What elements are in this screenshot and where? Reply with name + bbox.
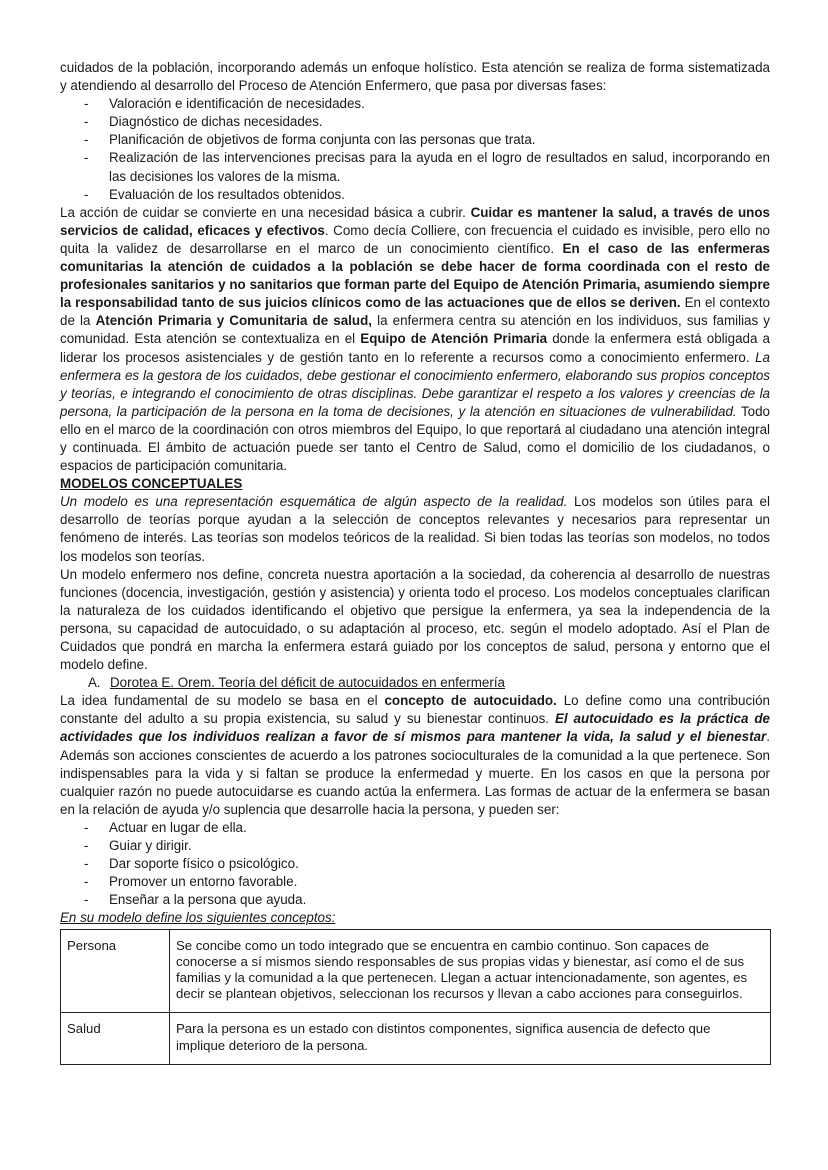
list-item: - Evaluación de los resultados obtenidos.	[60, 186, 770, 204]
table-row	[61, 929, 771, 1013]
italic-text: Un modelo es una representación esquemática de algún aspecto de la realidad.	[60, 494, 568, 510]
section-heading-modelos-conceptuales: MODELOS CONCEPTUALES	[60, 476, 243, 492]
concept-term: Salud	[61, 1013, 170, 1064]
text-run: donde la enfermera está obligada a liderar los procesos asistenciales y de gestión tanto en lo referente a recursos como a conocimiento enfermero.	[60, 331, 771, 365]
text-run: La acción de cuidar se convierte en una necesidad básica a cubrir.	[60, 204, 471, 220]
list-item: - Realización de las intervenciones precisas para la ayuda en el logro de resultados en salud, incorporando en las decisiones los valores de la misma.	[60, 149, 770, 185]
text-run: Lo define como una contribución constante del adulto a su propia existencia, su salud y su bienestar continuos.	[60, 693, 771, 727]
list-item: - Enseñar a la persona que ayuda.	[60, 891, 770, 909]
table-row	[61, 1013, 771, 1064]
concepts-table	[60, 929, 771, 1065]
nursing-actions-list	[60, 819, 770, 909]
concepts-intro: En su modelo define los siguientes conceptos:	[60, 910, 336, 926]
text-run: . Como decía Colliere, con frecuencia el cuidado es invisible, pero ello no quita la validez de desarrollarse en el marco de un conocimiento científico.	[60, 222, 770, 256]
orem-paragraph	[60, 692, 770, 819]
bold-text: Cuidar es mantener la salud, a través de unos servicios de calidad, eficaces y efectivos	[60, 204, 770, 238]
subsection-title: Dorotea E. Orem. Teoría del déficit de autocuidados en enfermería	[110, 675, 505, 691]
text-run: Los modelos son útiles para el desarrollo de teorías porque ayudan a la selección de conceptos relevantes y necesarios para representar un fenómeno de interés. Las teorías son modelos teóricos de la realidad. Si bien todas las teorías son modelos, no todos los modelos son teorías.	[60, 494, 770, 564]
concept-description: Para la persona es un estado con distintos componentes, significa ausencia de defecto que implique deterioro de la persona.	[170, 1013, 771, 1064]
list-item: - Valoración e identificación de necesidades.	[60, 95, 770, 113]
subsection-heading-orem	[60, 674, 770, 692]
bold-text: Atención Primaria y Comunitaria de salud,	[95, 313, 372, 329]
bold-italic-text: El autocuidado es la práctica de actividades que los individuos realizan a favor de sí mismos para mantener la vida, la salud y el bienestar	[60, 711, 770, 745]
list-item: - Actuar en lugar de ella.	[60, 819, 770, 837]
concept-term: Persona	[61, 929, 170, 1013]
document-page	[60, 59, 770, 1065]
text-run: En el contexto de la	[60, 295, 770, 329]
bold-text: En el caso de las enfermeras comunitarias la atención de cuidados a la población se debe hacer de forma coordinada con el resto de profesionales sanitarios y no sanitarios que forman parte del Equipo de Atención Primaria, asumiendo siempre la responsabilidad tanto de sus juicios clínicos como de las actuaciones que de ellos se deriven.	[60, 240, 770, 311]
subsection-letter: A.	[88, 675, 101, 691]
text-run: La idea fundamental de su modelo se basa en el	[60, 693, 385, 709]
list-item: - Planificación de objetivos de forma conjunta con las personas que trata.	[60, 131, 770, 149]
text-run: Todo ello en el marco de la coordinación con otros miembros del Equipo, lo que reportará al ciudadano una atención integral y continuada. El ámbito de actuación puede ser tanto el Centro de Salud, como el domicilio de los ciudadanos, o espacios de participación comunitaria.	[60, 403, 770, 474]
list-item: - Promover un entorno favorable.	[60, 873, 770, 891]
intro-paragraph: cuidados de la población, incorporando además un enfoque holístico. Esta atención se realiza de forma sistematizada y atendiendo al desarrollo del Proceso de Atención Enfermero, que pasa por diversas fases:	[60, 60, 770, 94]
cuidar-paragraph	[60, 204, 770, 475]
list-item: - Dar soporte físico o psicológico.	[60, 855, 770, 873]
list-item: - Diagnóstico de dichas necesidades.	[60, 113, 770, 131]
bold-text: Equipo de Atención Primaria	[360, 331, 548, 347]
bold-text: concepto de autocuidado.	[384, 693, 557, 709]
italic-text: La enfermera es la gestora de los cuidados, debe gestionar el conocimiento enfermero, elaborando sus propios conceptos y teorías, e integrando el conocimiento de otras disciplinas. Debe garantizar el respeto a los valores y creencias de la persona, la participación de la persona en la toma de decisiones, y la atención en situaciones de vulnerabilidad.	[60, 349, 770, 419]
text-run: . Además son acciones conscientes de acuerdo a los patrones socioculturales de la comunidad a la que pertenece. Son indispensables para la vida y si faltan se produce la enfermedad y muerte. En los casos en que la persona por cualquier razón no puede autocuidarse es cuando actúa la enfermera. Las formas de actuar de la enfermera se basan en la relación de ayuda y/o suplencia que desarrolle hacia la persona, y pueden ser:	[60, 729, 770, 817]
modelos-paragraph-1	[60, 493, 770, 565]
list-item: - Guiar y dirigir.	[60, 837, 770, 855]
text-run: la enfermera centra su atención en los individuos, sus familias y comunidad. Esta atención se contextualiza en el	[60, 313, 771, 347]
nursing-process-phases-list	[60, 95, 770, 204]
modelos-paragraph-2: Un modelo enfermero nos define, concreta nuestra aportación a la sociedad, da coherencia al desarrollo de nuestras funciones (docencia, investigación, gestión y asistencia) y orienta todo el proceso. Los modelos conceptuales clarifican la naturaleza de los cuidados identificando el objetivo que persigue la enfermera, ya sea la independencia de la persona, su capacidad de autocuidado, o su adaptación al proceso, etc. según el modelo adoptado. Así el Plan de Cuidados que pondrá en marcha la enfermera estará guiado por los conceptos de salud, persona y entorno que el modelo define.	[60, 566, 770, 673]
concept-description: Se concibe como un todo integrado que se encuentra en cambio continuo. Son capaces de conocerse a sí mismos siendo responsables de sus propias vidas y bienestar, así como el de sus familias y la comunidad a la que pertenecen. Llegan a actuar intencionadamente, son agentes, es decir se plantean objetivos, seleccionan los recursos y llevan a cabo acciones para conseguirlos.	[170, 929, 771, 1013]
